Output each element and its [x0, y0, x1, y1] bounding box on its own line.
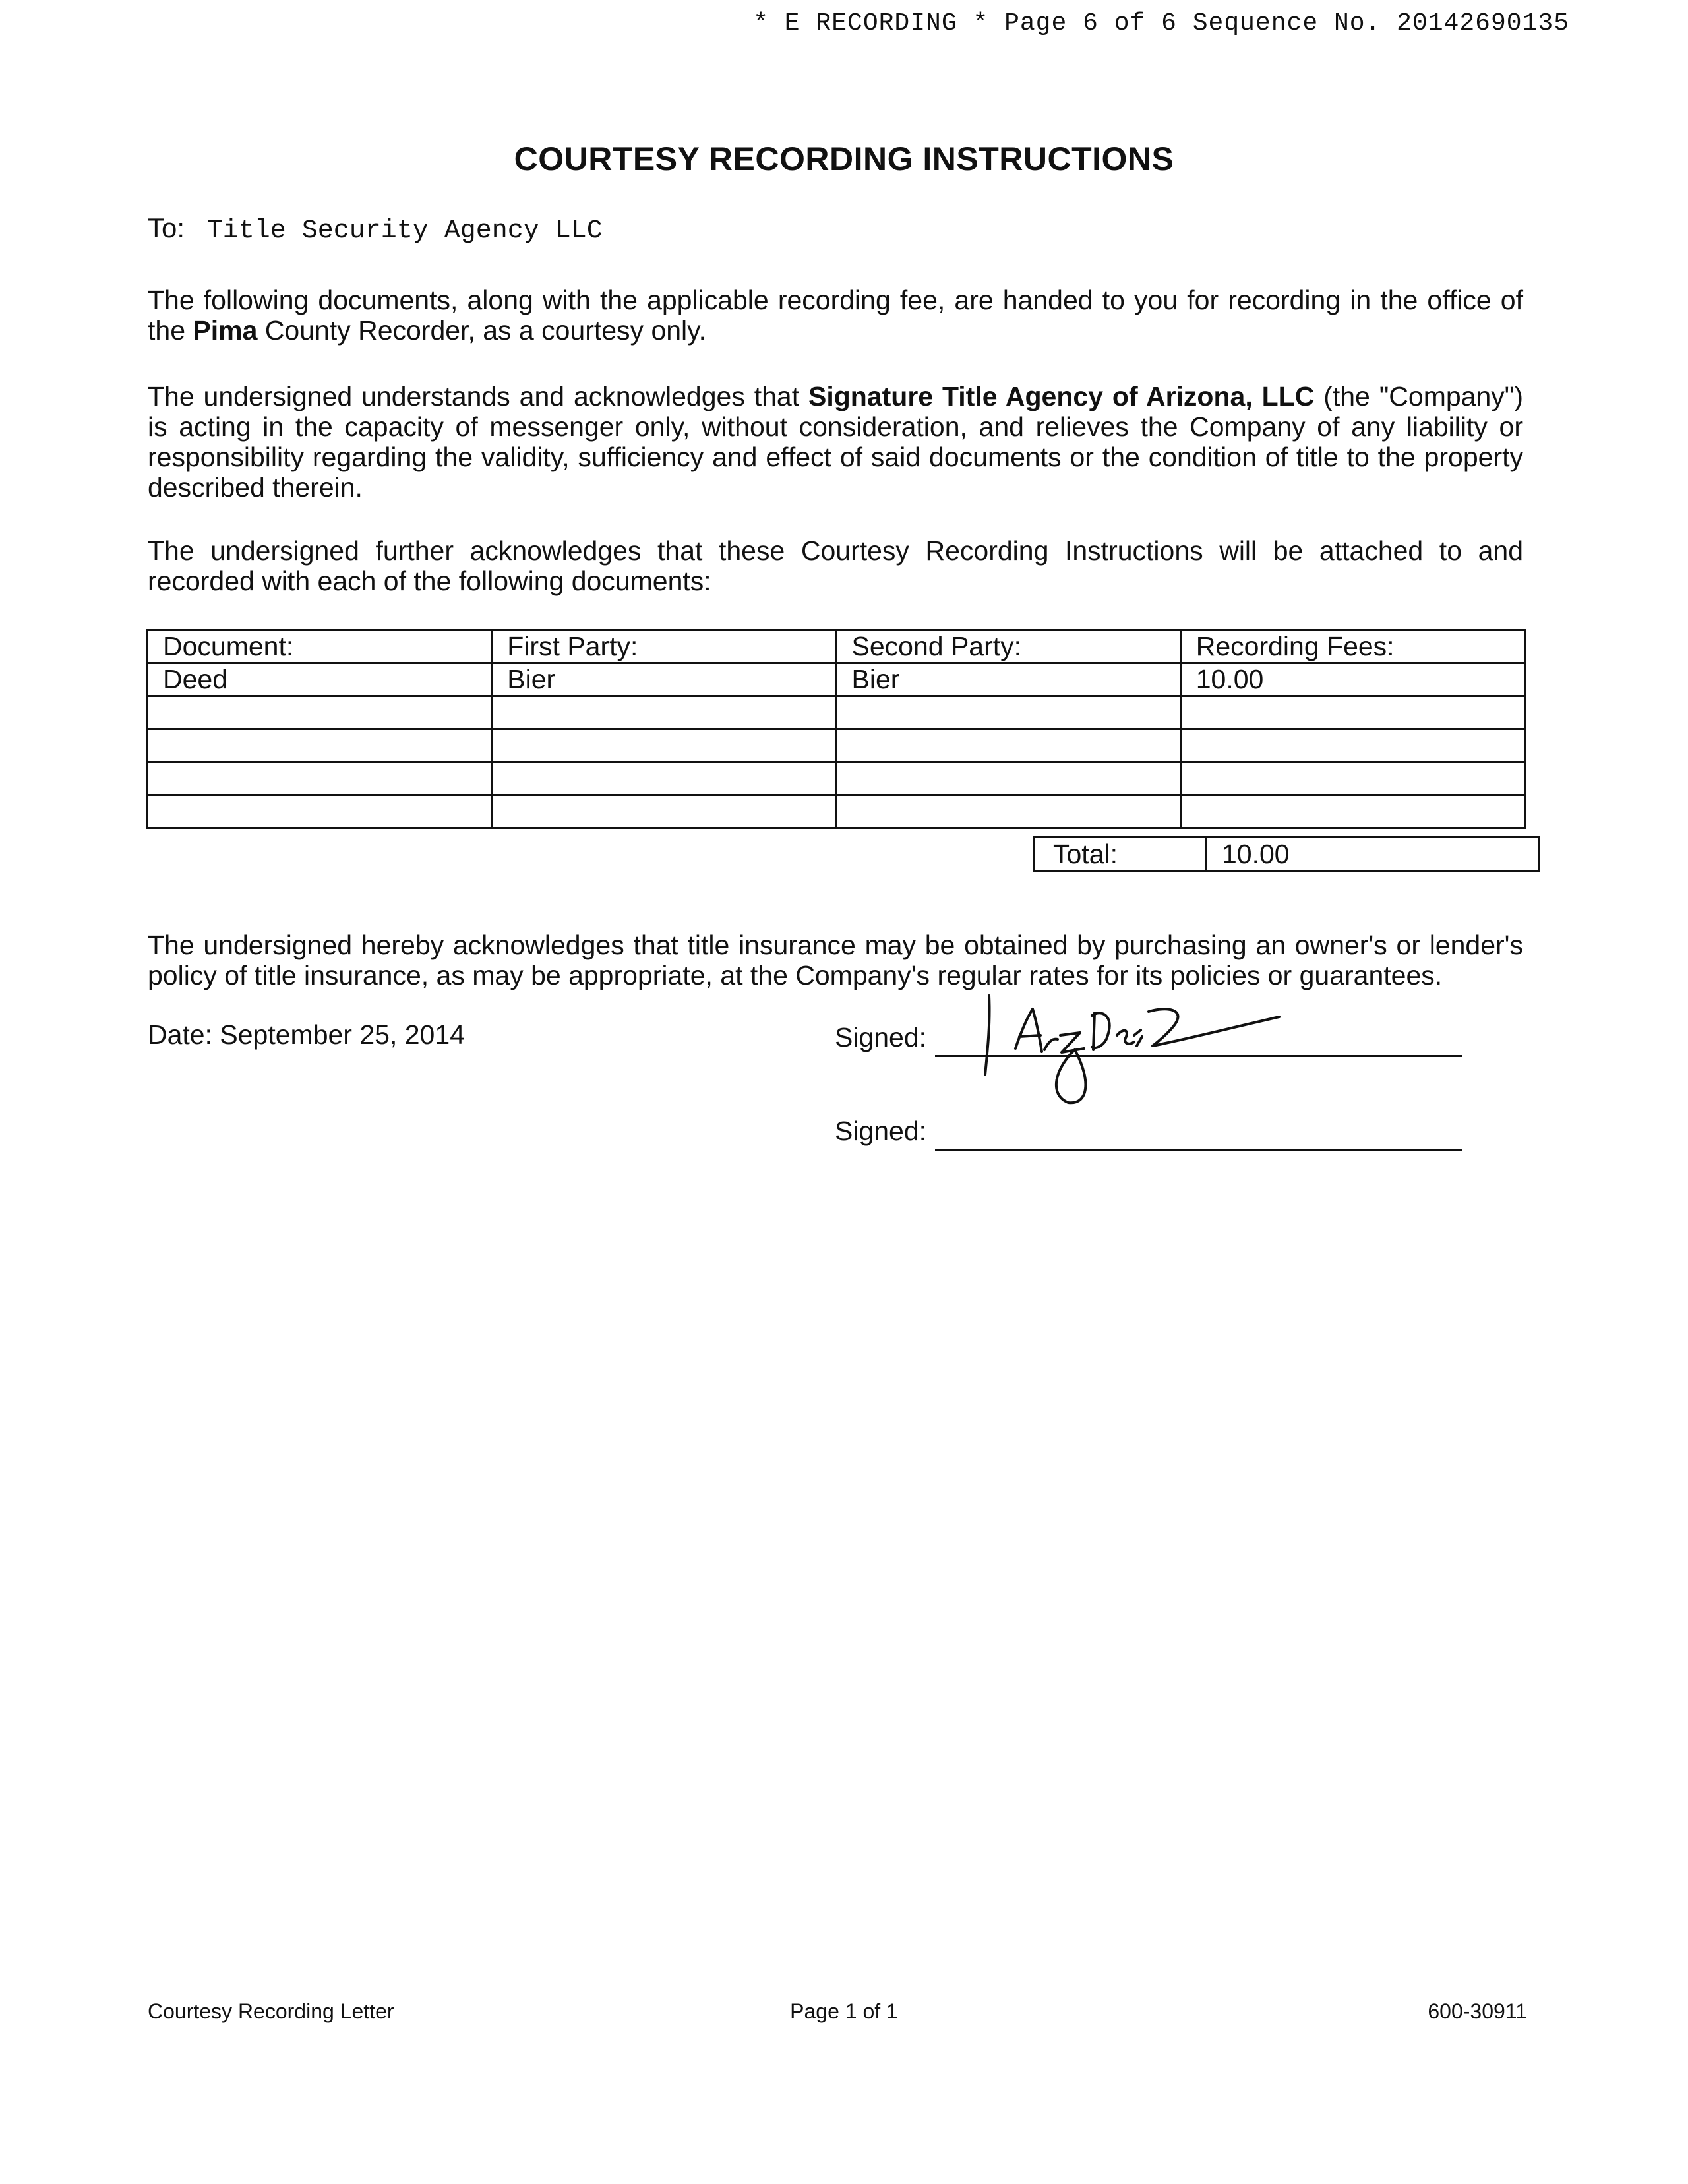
p2-text-a: The undersigned understands and acknowledges that	[148, 381, 808, 411]
paragraph-company-acknowledgement	[148, 381, 1523, 502]
signature-underline	[935, 1149, 1462, 1151]
to-label: To:	[148, 212, 185, 243]
table-row	[148, 663, 1525, 696]
table-cell	[1180, 762, 1524, 795]
total-box	[1033, 836, 1540, 872]
table-cell	[836, 795, 1180, 828]
to-recipient: Title Security Agency LLC	[206, 216, 603, 246]
table-cell	[492, 729, 836, 762]
table-cell: Deed	[148, 663, 492, 696]
to-line	[148, 212, 603, 246]
table-cell: Bier	[836, 663, 1180, 696]
table-header-cell: First Party:	[492, 630, 836, 663]
table-cell	[148, 696, 492, 729]
total-label: Total:	[1034, 837, 1207, 872]
signature-line-2	[835, 1116, 926, 1147]
paragraph-title-insurance: The undersigned hereby acknowledges that title insurance may be obtained by purchasing an owner's or lender's policy of title insurance, as may be appropriate, at the Company's regular rates for its policies or guarantees.	[148, 930, 1523, 990]
table-cell	[836, 729, 1180, 762]
table-header-cell: Recording Fees:	[1180, 630, 1524, 663]
paragraph-recording-purpose	[148, 285, 1523, 346]
documents-table	[146, 629, 1526, 829]
table-cell	[492, 696, 836, 729]
table-cell	[492, 795, 836, 828]
footer-document-name: Courtesy Recording Letter	[148, 1999, 394, 2023]
table-cell: Bier	[492, 663, 836, 696]
table-cell: 10.00	[1180, 663, 1524, 696]
recording-stamp: * E RECORDING * Page 6 of 6 Sequence No. 20142690135	[753, 9, 1569, 38]
table-row	[148, 729, 1525, 762]
p1-county: Pima	[193, 315, 258, 346]
date-line	[148, 1019, 465, 1050]
table-header-cell: Second Party:	[836, 630, 1180, 663]
signed-label: Signed:	[835, 1116, 927, 1146]
table-cell	[492, 762, 836, 795]
table-cell	[1180, 729, 1524, 762]
date-value: September 25, 2014	[220, 1019, 465, 1050]
document-title: COURTESY RECORDING INSTRUCTIONS	[514, 140, 1174, 177]
footer-page-number: Page 1 of 1	[790, 1999, 898, 2023]
table-cell	[148, 762, 492, 795]
table-row	[148, 795, 1525, 828]
table-row	[148, 696, 1525, 729]
p1-text-a: The following documents, along with the applicable recording fee, are handed to you for recording in the office of the	[148, 285, 1523, 346]
p1-text-b: County Recorder, as a courtesy only.	[257, 315, 707, 346]
table-cell	[1180, 696, 1524, 729]
paragraph-attachment-acknowledgement: The undersigned further acknowledges that these Courtesy Recording Instructions will be attached to and recorded with each of the following documents:	[148, 535, 1523, 596]
table-cell	[148, 729, 492, 762]
table-cell	[836, 762, 1180, 795]
p2-text-b: (the "Company") is acting in the capacity of messenger only, without consideration, and relieves the Company of any liability or responsibility regarding the validity, sufficiency and effect of said documents or the condition of title to the property described therein.	[148, 381, 1523, 502]
table-cell	[836, 696, 1180, 729]
table-header-cell: Document:	[148, 630, 492, 663]
total-value: 10.00	[1207, 837, 1539, 872]
date-label: Date:	[148, 1019, 212, 1050]
table-row	[148, 762, 1525, 795]
table-header-row	[148, 630, 1525, 663]
signed-label: Signed:	[835, 1022, 927, 1052]
p2-company-name: Signature Title Agency of Arizona, LLC	[808, 381, 1315, 411]
footer-file-number: 600-30911	[1428, 1999, 1527, 2023]
handwritten-signature	[976, 989, 1279, 1108]
signature-line-1	[835, 1022, 926, 1053]
table-cell	[1180, 795, 1524, 828]
table-cell	[148, 795, 492, 828]
